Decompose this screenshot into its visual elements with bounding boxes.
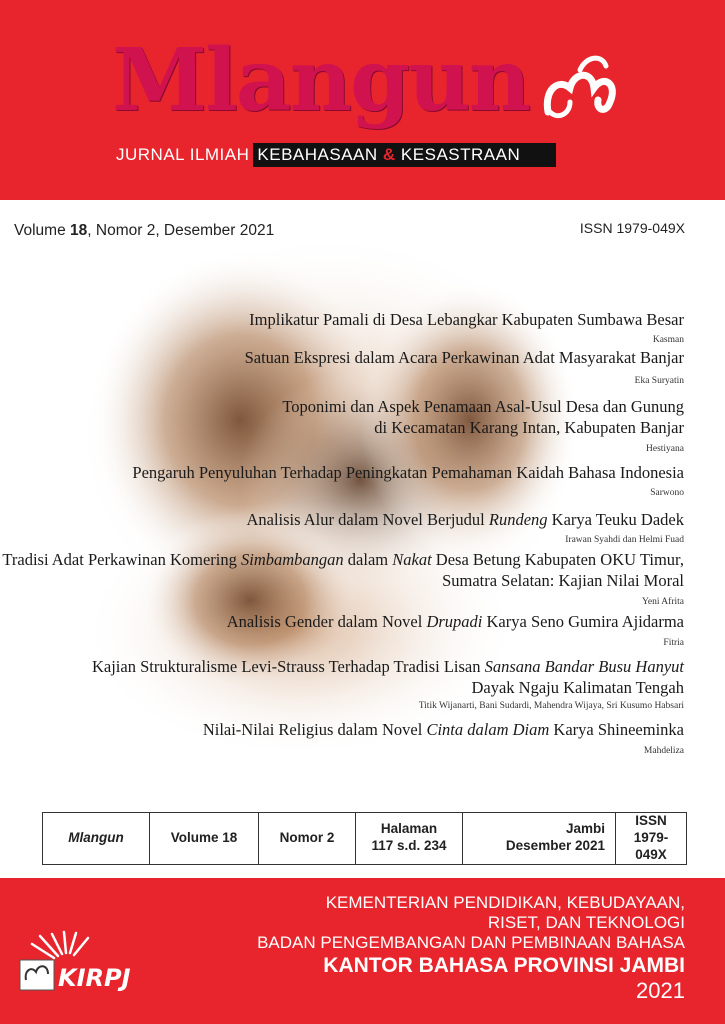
office-line: KANTOR BAHASA PROVINSI JAMBI — [323, 954, 685, 977]
title-part: Kajian Strukturalisme Levi-Strauss Terhadap Tradisi Lisan — [91, 657, 485, 676]
kirpj-text: KIRPJ — [58, 964, 131, 992]
article-author: Eka Suryatin — [634, 376, 684, 386]
article-title-line2: Sumatra Selatan: Kajian Nilai Moral — [442, 571, 684, 590]
journal-title: Mlangun — [112, 30, 530, 131]
article-author: Irawan Syahdi dan Helmi Fuad — [565, 535, 684, 545]
title-part: Karya Teuku Dadek — [547, 510, 684, 529]
issn-label: ISSN 1979-049X — [579, 220, 685, 236]
article-author: Fitria — [663, 638, 684, 648]
table-cell-journal — [43, 813, 150, 865]
title-part: dalam — [343, 550, 393, 569]
table-cell-nomor: Nomor 2 — [259, 813, 356, 865]
title-italic: Simbambangan — [241, 550, 344, 569]
volume-prefix: Volume — [14, 222, 66, 239]
article-author: Yeni Afrita — [641, 597, 684, 607]
journal-subtitle — [116, 141, 556, 169]
subtitle-ampersand: & — [382, 145, 396, 164]
article-title: Satuan Ekspresi dalam Acara Perkawinan Adat Masyarakat Banjar — [244, 348, 684, 367]
table-cell-issn — [616, 813, 687, 865]
issue-line — [14, 222, 274, 240]
issn-cell-label: ISSN — [635, 813, 667, 828]
article-title — [2, 550, 684, 570]
title-part: Karya Shineeminka — [549, 720, 684, 739]
title-part: Tradisi Adat Perkawinan Komering — [2, 550, 241, 569]
title-italic: Sansana Bandar Busu Hanyut — [484, 657, 684, 676]
halaman-label: Halaman — [380, 821, 438, 837]
ornament-logo-icon — [540, 50, 620, 130]
subtitle-right — [253, 143, 556, 167]
article-title: Toponimi dan Aspek Penamaan Asal-Usul Desa dan Gunung — [282, 397, 684, 416]
agency-line: BADAN PENGEMBANGAN DAN PEMBINAAN BAHASA — [257, 933, 685, 952]
article-author: Mahdeliza — [643, 746, 684, 756]
table-cell-volume: Volume 18 — [150, 813, 259, 865]
subtitle-kesastraan: KESASTRAAN — [400, 145, 521, 164]
subtitle-kebahasaan: KEBAHASAAN — [257, 145, 378, 164]
kirpj-logo-icon — [18, 930, 138, 998]
title-italic: Drupadi — [426, 612, 483, 631]
article-title: Implikatur Pamali di Desa Lebangkar Kabupaten Sumbawa Besar — [249, 310, 684, 329]
article-title — [227, 612, 684, 632]
article-title-line2: Dayak Ngaju Kalimatan Tengah — [471, 678, 684, 697]
title-part: Analisis Gender dalam Novel — [226, 612, 427, 631]
title-part: Desa Betung Kabupaten OKU Timur, — [431, 550, 684, 569]
table-cell-halaman — [356, 813, 463, 865]
date-value: Desember 2021 — [505, 838, 605, 854]
article-title-line2: di Kecamatan Karang Intan, Kabupaten Banjar — [374, 418, 684, 437]
table-row — [43, 813, 687, 865]
article-author: Hestiyana — [646, 444, 684, 454]
article-author: Sarwono — [650, 488, 684, 498]
place-label: Jambi — [565, 821, 605, 837]
issue-rest: , Nomor 2, Desember 2021 — [87, 222, 275, 239]
ministry-line-1: KEMENTERIAN PENDIDIKAN, KEBUDAYAAN, — [325, 893, 685, 912]
journal-cell-text: Mlangun — [68, 829, 124, 845]
title-part: Karya Seno Gumira Ajidarma — [482, 612, 684, 631]
table-cell-place — [463, 813, 616, 865]
title-italic: Cinta dalam Diam — [426, 720, 550, 739]
ministry-line-2: RISET, DAN TEKNOLOGI — [487, 913, 685, 932]
article-author: Titik Wijanarti, Bani Sudardi, Mahendra Wijaya, Sri Kusumo Habsari — [418, 701, 684, 711]
subtitle-left: JURNAL ILMIAH — [116, 145, 250, 164]
halaman-value: 117 s.d. 234 — [371, 838, 447, 854]
issue-info-table — [42, 812, 687, 865]
article-title — [246, 510, 684, 530]
article-author: Kasman — [652, 335, 684, 345]
volume-number: 18 — [70, 222, 88, 239]
issn-cell-value: 1979-049X — [633, 829, 669, 862]
year-line: 2021 — [636, 978, 685, 1003]
title-italic: Nakat — [392, 550, 432, 569]
article-title — [92, 657, 684, 677]
title-part: Nilai-Nilai Religius dalam Novel — [202, 720, 427, 739]
title-italic: Rundeng — [488, 510, 548, 529]
article-title — [203, 720, 684, 740]
article-title: Pengaruh Penyuluhan Terhadap Peningkatan Pemahaman Kaidah Bahasa Indonesia — [132, 463, 684, 482]
title-part: Analisis Alur dalam Novel Berjudul — [246, 510, 489, 529]
